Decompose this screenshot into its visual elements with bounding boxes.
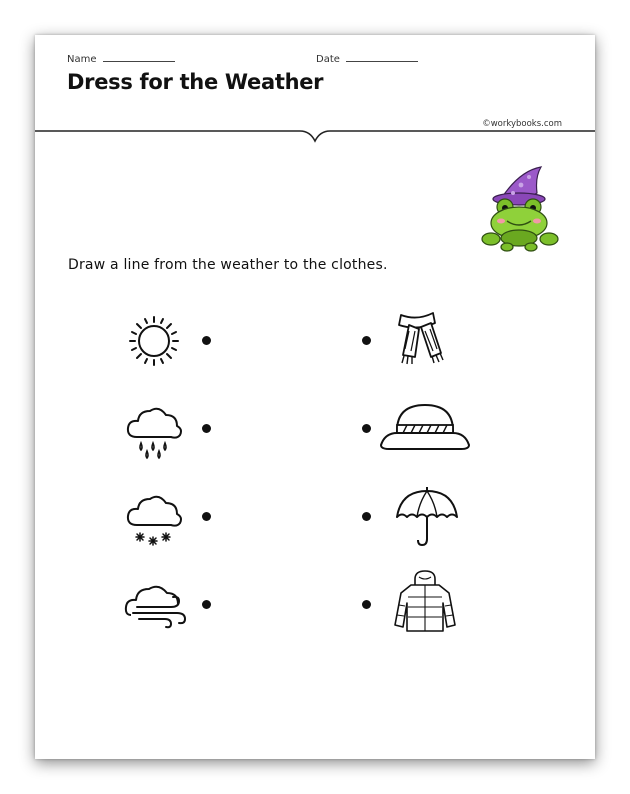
credit-text: ©workybooks.com — [482, 119, 562, 129]
clothes-match-dot[interactable] — [362, 600, 371, 609]
winter-jacket-icon — [375, 569, 475, 639]
match-row — [35, 393, 595, 463]
snow-cloud-icon — [119, 481, 189, 551]
name-label: Name — [67, 54, 97, 65]
match-row — [35, 481, 595, 551]
date-label: Date — [316, 54, 340, 65]
header-divider — [35, 121, 595, 151]
instruction-text: Draw a line from the weather to the clothes. — [68, 257, 388, 273]
weather-match-dot[interactable] — [202, 512, 211, 521]
weather-match-dot[interactable] — [202, 600, 211, 609]
date-field[interactable] — [316, 52, 418, 65]
clothes-match-dot[interactable] — [362, 512, 371, 521]
date-blank-line[interactable] — [346, 52, 418, 62]
name-blank-line[interactable] — [103, 52, 175, 62]
hat-icon — [375, 393, 475, 463]
name-field[interactable] — [67, 52, 175, 65]
weather-match-dot[interactable] — [202, 336, 211, 345]
match-row — [35, 305, 595, 375]
frog-wizard-mascot-icon — [479, 163, 565, 253]
umbrella-icon — [375, 481, 475, 551]
match-row — [35, 569, 595, 639]
clothes-match-dot[interactable] — [362, 424, 371, 433]
wind-cloud-icon — [119, 569, 189, 639]
clothes-match-dot[interactable] — [362, 336, 371, 345]
weather-match-dot[interactable] — [202, 424, 211, 433]
rain-cloud-icon — [119, 393, 189, 463]
sun-icon — [119, 305, 189, 375]
scarf-icon — [375, 305, 475, 375]
worksheet-page — [35, 35, 595, 759]
page-title: Dress for the Weather — [67, 70, 324, 94]
